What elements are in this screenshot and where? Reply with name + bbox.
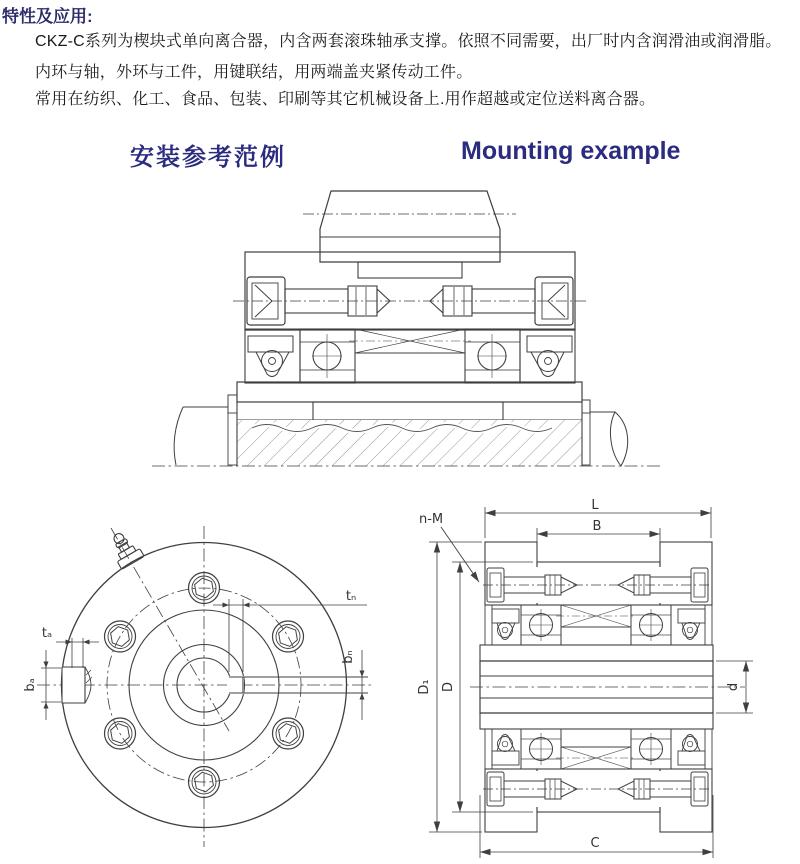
dim-label-B: B: [592, 519, 602, 534]
mounting-example-drawing: [0, 172, 800, 482]
dimension-B: [537, 519, 660, 558]
heading-mounting-en: Mounting example: [461, 137, 681, 165]
heading-mounting-zh: 安装参考范例: [130, 144, 286, 171]
workpiece-hub: [303, 191, 516, 278]
page-title: 特性及应用:: [2, 7, 93, 26]
ball-bearing-right: [465, 329, 520, 383]
dim-label-D1: D₁: [417, 679, 432, 695]
dim-label-L: L: [591, 498, 599, 513]
center-lines: [37, 526, 373, 847]
dim-label-b-outer: bₐ: [23, 678, 38, 692]
inner-ring-flange: [237, 382, 582, 402]
seal-left: [248, 336, 293, 377]
paragraph-2: 内环与轴，外环与工件，用键联结，用两端盖夹紧传动工件。: [35, 64, 473, 81]
spacer-left: [228, 395, 237, 465]
dim-label-d: d: [726, 682, 741, 692]
dim-label-b-bore: bₙ: [341, 650, 356, 664]
dim-label-C: C: [590, 836, 600, 851]
grease-nipple: [105, 528, 144, 570]
seal-right: [527, 336, 572, 377]
front-view-drawing: [0, 490, 420, 864]
shaft-break-right: [610, 412, 627, 466]
spacer-right: [582, 400, 590, 465]
dimension-n-M: [419, 512, 479, 582]
paragraph-1: CKZ-C系列为楔块式单向离合器，内含两套滚珠轴承支撑。依照不同需要，出厂时内含润滑油或润滑脂。: [35, 33, 782, 50]
dim-label-t-outer: tₐ: [41, 626, 53, 641]
shaft-keyway: [313, 402, 503, 420]
section-view-drawing: [400, 490, 800, 864]
shaft: [174, 395, 628, 466]
ball-bearing-left: [300, 329, 355, 383]
dim-label-n-M: n-M: [419, 512, 444, 527]
dimension-t-outer: [42, 626, 99, 668]
shaft-break-left: [174, 407, 183, 465]
dim-label-D: D: [441, 681, 456, 693]
inner-ring-web: [355, 353, 465, 383]
sprag-cage: [349, 329, 471, 353]
dim-label-t-bore: tₙ: [345, 589, 357, 604]
paragraph-3: 常用在纺织、化工、食品、包装、印刷等其它机械设备上.用作超越或定位送料离合器。: [35, 91, 656, 108]
